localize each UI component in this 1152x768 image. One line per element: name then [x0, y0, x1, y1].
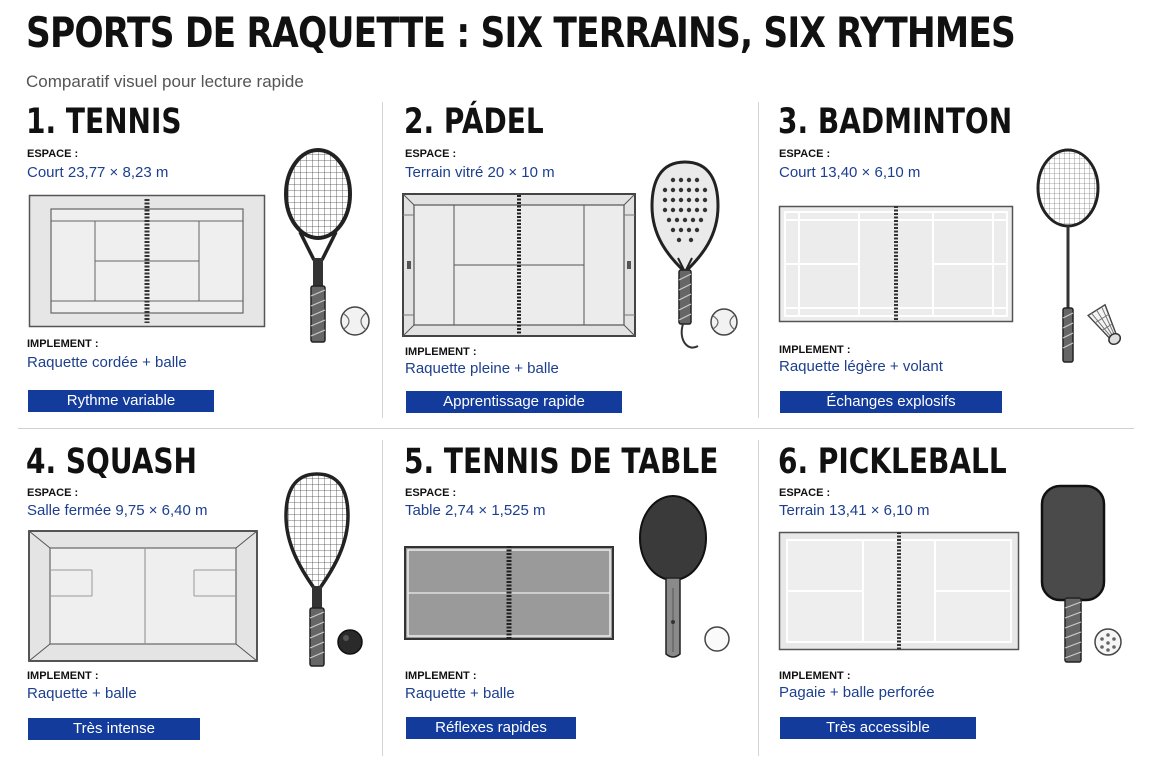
sport-card-badminton: [778, 102, 1138, 422]
rhythm-badge: Très accessible: [780, 717, 976, 739]
table-tennis-table-diagram: [404, 546, 614, 640]
space-label: ESPACE :: [779, 148, 831, 160]
implement-value: Pagaie + balle perforée: [779, 684, 935, 701]
sport-card-squash: [26, 442, 386, 762]
space-label: ESPACE :: [405, 148, 457, 160]
space-value: Court 23,77 × 8,23 m: [27, 164, 169, 181]
pickleball-court-diagram: [779, 532, 1019, 650]
squash-ball-icon: [337, 629, 363, 655]
rhythm-badge: Échanges explosifs: [780, 391, 1002, 413]
implement-value: Raquette + balle: [27, 685, 137, 702]
sport-title: 3. BADMINTON: [778, 102, 1013, 142]
ping-pong-paddle-icon: [638, 494, 708, 660]
sport-title: 4. SQUASH: [26, 442, 197, 482]
sport-title: 1. TENNIS: [26, 102, 182, 142]
row-divider: [18, 428, 1134, 429]
rhythm-badge: Réflexes rapides: [406, 717, 576, 739]
rhythm-badge: Rythme variable: [28, 390, 214, 412]
space-value: Salle fermée 9,75 × 6,40 m: [27, 502, 208, 519]
implement-value: Raquette cordée + balle: [27, 354, 187, 371]
page-subtitle: Comparatif visuel pour lecture rapide: [26, 72, 304, 91]
implement-value: Raquette légère + volant: [779, 358, 943, 375]
space-value: Terrain vitré 20 × 10 m: [405, 164, 555, 181]
implement-label: IMPLEMENT :: [405, 670, 477, 682]
rhythm-badge: Apprentissage rapide: [406, 391, 622, 413]
implement-value: Raquette + balle: [405, 685, 515, 702]
space-label: ESPACE :: [27, 487, 79, 499]
implement-label: IMPLEMENT :: [779, 670, 851, 682]
padel-court-diagram: [402, 193, 636, 337]
space-label: ESPACE :: [27, 148, 79, 160]
sport-title: 5. TENNIS DE TABLE: [404, 442, 719, 482]
implement-label: IMPLEMENT :: [27, 670, 99, 682]
badminton-court-diagram: [779, 206, 1013, 322]
implement-label: IMPLEMENT :: [779, 344, 851, 356]
page-title: SPORTS DE RAQUETTE : SIX TERRAINS, SIX RYTHMES: [26, 8, 1016, 57]
sport-title: 2. PÁDEL: [404, 102, 544, 142]
space-value: Court 13,40 × 6,10 m: [779, 164, 921, 181]
ball-icon: [710, 308, 738, 336]
perforated-ball-icon: [1094, 628, 1122, 656]
ping-pong-ball-icon: [704, 626, 730, 652]
tennis-ball-icon: [340, 306, 370, 336]
sport-card-pickleball: [778, 442, 1138, 762]
sport-title: 6. PICKLEBALL: [778, 442, 1007, 482]
space-value: Table 2,74 × 1,525 m: [405, 502, 546, 519]
implement-value: Raquette pleine + balle: [405, 360, 559, 377]
implement-label: IMPLEMENT :: [27, 338, 99, 350]
tennis-court-diagram: [29, 195, 265, 327]
space-label: ESPACE :: [779, 487, 831, 499]
sport-card-padel: [404, 102, 764, 422]
sport-card-table-tennis: [404, 442, 764, 762]
squash-court-diagram: [28, 530, 258, 662]
sport-card-tennis: [26, 102, 386, 422]
rhythm-badge: Très intense: [28, 718, 200, 740]
space-value: Terrain 13,41 × 6,10 m: [779, 502, 930, 519]
implement-label: IMPLEMENT :: [405, 346, 477, 358]
shuttlecock-icon: [1076, 294, 1132, 350]
space-label: ESPACE :: [405, 487, 457, 499]
